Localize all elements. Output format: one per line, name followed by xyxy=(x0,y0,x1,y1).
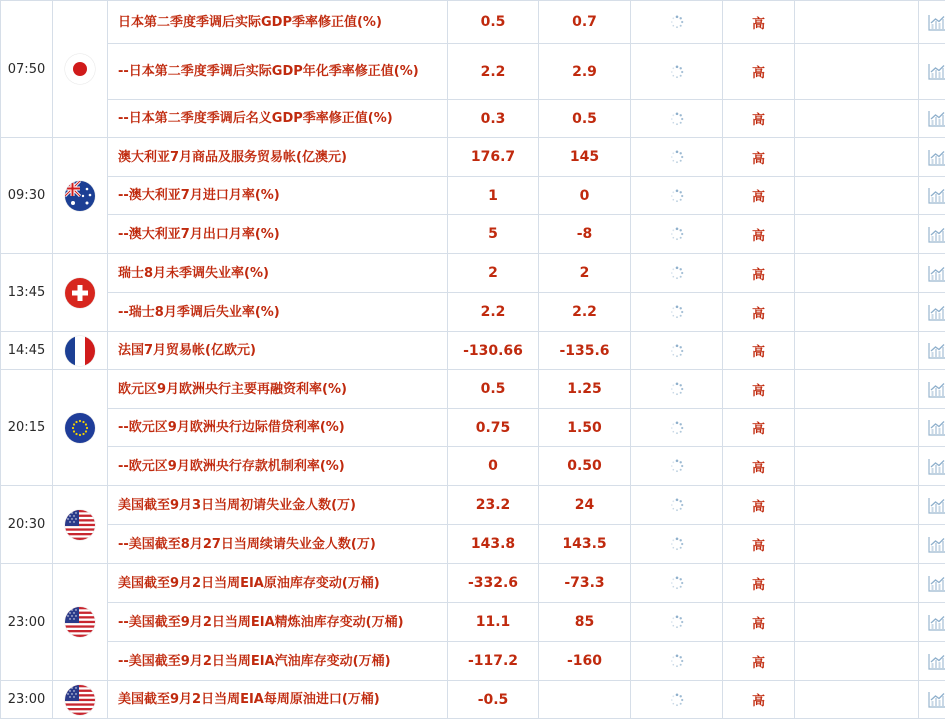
table-row xyxy=(1,486,945,525)
event-time: 13:45 xyxy=(1,254,53,332)
france-flag-icon xyxy=(65,336,95,366)
loading-spinner-icon xyxy=(670,615,684,629)
forecast-value: 0.7 xyxy=(539,1,631,44)
indicator-name[interactable]: 瑞士8月未季调失业率(%) xyxy=(108,254,448,293)
forecast-value: 145 xyxy=(539,138,631,177)
loading-spinner-icon xyxy=(670,15,684,29)
actual-value xyxy=(631,409,723,447)
indicator-name[interactable]: --欧元区9月欧洲央行边际借贷利率(%) xyxy=(108,409,448,447)
indicator-name[interactable]: 法国7月贸易帐(亿欧元) xyxy=(108,332,448,370)
table-row xyxy=(1,177,945,215)
forecast-value: 2.9 xyxy=(539,44,631,100)
indicator-name[interactable]: --澳大利亚7月出口月率(%) xyxy=(108,215,448,254)
table-row xyxy=(1,409,945,447)
bar-chart-icon[interactable] xyxy=(928,497,945,514)
importance-level: 高 xyxy=(723,138,795,177)
importance-level: 高 xyxy=(723,293,795,332)
country-flag xyxy=(53,332,108,370)
importance-level: 高 xyxy=(723,409,795,447)
loading-spinner-icon xyxy=(670,459,684,473)
interpretation-cell xyxy=(795,215,919,254)
chart-link[interactable] xyxy=(919,138,945,177)
country-flag xyxy=(53,1,108,138)
loading-spinner-icon xyxy=(670,305,684,319)
eu-flag-icon xyxy=(65,413,95,443)
country-flag xyxy=(53,254,108,332)
chart-link[interactable] xyxy=(919,525,945,564)
previous-value: 0.75 xyxy=(448,409,539,447)
interpretation-cell xyxy=(795,603,919,642)
event-time: 07:50 xyxy=(1,1,53,138)
interpretation-cell xyxy=(795,681,919,719)
indicator-name[interactable]: --日本第二季度季调后实际GDP年化季率修正值(%) xyxy=(108,44,448,100)
table-row xyxy=(1,138,945,177)
indicator-name[interactable]: --欧元区9月欧洲央行存款机制利率(%) xyxy=(108,447,448,486)
loading-spinner-icon xyxy=(670,65,684,79)
interpretation-cell xyxy=(795,447,919,486)
chart-link[interactable] xyxy=(919,215,945,254)
forecast-value: 0.5 xyxy=(539,100,631,138)
indicator-name[interactable]: --美国截至9月2日当周EIA精炼油库存变动(万桶) xyxy=(108,603,448,642)
bar-chart-icon[interactable] xyxy=(928,653,945,670)
actual-value xyxy=(631,603,723,642)
chart-link[interactable] xyxy=(919,332,945,370)
loading-spinner-icon xyxy=(670,382,684,396)
actual-value xyxy=(631,332,723,370)
indicator-name[interactable]: 美国截至9月2日当周EIA原油库存变动(万桶) xyxy=(108,564,448,603)
forecast-value: 0.50 xyxy=(539,447,631,486)
previous-value: 1 xyxy=(448,177,539,215)
event-time: 09:30 xyxy=(1,138,53,254)
previous-value: 2 xyxy=(448,254,539,293)
forecast-value: -8 xyxy=(539,215,631,254)
chart-link[interactable] xyxy=(919,603,945,642)
bar-chart-icon[interactable] xyxy=(928,226,945,243)
loading-spinner-icon xyxy=(670,421,684,435)
interpretation-cell xyxy=(795,525,919,564)
actual-value xyxy=(631,177,723,215)
importance-level: 高 xyxy=(723,177,795,215)
indicator-name[interactable]: 美国截至9月2日当周EIA每周原油进口(万桶) xyxy=(108,681,448,719)
indicator-name[interactable]: 澳大利亚7月商品及服务贸易帐(亿澳元) xyxy=(108,138,448,177)
interpretation-cell xyxy=(795,1,919,44)
actual-value xyxy=(631,215,723,254)
indicator-name[interactable]: --美国截至8月27日当周续请失业金人数(万) xyxy=(108,525,448,564)
importance-level: 高 xyxy=(723,254,795,293)
table-row xyxy=(1,525,945,564)
actual-value xyxy=(631,44,723,100)
bar-chart-icon[interactable] xyxy=(928,110,945,127)
usa-flag-icon xyxy=(65,685,95,715)
event-time: 23:00 xyxy=(1,681,53,719)
table-row xyxy=(1,603,945,642)
chart-link[interactable] xyxy=(919,100,945,138)
indicator-name[interactable]: --美国截至9月2日当周EIA汽油库存变动(万桶) xyxy=(108,642,448,681)
loading-spinner-icon xyxy=(670,266,684,280)
table-row xyxy=(1,254,945,293)
interpretation-cell xyxy=(795,138,919,177)
loading-spinner-icon xyxy=(670,654,684,668)
previous-value: 0 xyxy=(448,447,539,486)
actual-value xyxy=(631,1,723,44)
forecast-value: -160 xyxy=(539,642,631,681)
interpretation-cell xyxy=(795,44,919,100)
forecast-value: 0 xyxy=(539,177,631,215)
event-time: 14:45 xyxy=(1,332,53,370)
importance-level: 高 xyxy=(723,486,795,525)
forecast-value: 2.2 xyxy=(539,293,631,332)
previous-value: -130.66 xyxy=(448,332,539,370)
table-row xyxy=(1,642,945,681)
bar-chart-icon[interactable] xyxy=(928,149,945,166)
country-flag xyxy=(53,564,108,681)
loading-spinner-icon xyxy=(670,537,684,551)
previous-value: 0.5 xyxy=(448,370,539,409)
interpretation-cell xyxy=(795,370,919,409)
chart-link[interactable] xyxy=(919,409,945,447)
actual-value xyxy=(631,138,723,177)
chart-link[interactable] xyxy=(919,44,945,100)
actual-value xyxy=(631,525,723,564)
loading-spinner-icon xyxy=(670,576,684,590)
importance-level: 高 xyxy=(723,642,795,681)
country-flag xyxy=(53,138,108,254)
chart-link[interactable] xyxy=(919,370,945,409)
interpretation-cell xyxy=(795,486,919,525)
forecast-value: -135.6 xyxy=(539,332,631,370)
interpretation-cell xyxy=(795,100,919,138)
previous-value: -0.5 xyxy=(448,681,539,719)
interpretation-cell xyxy=(795,293,919,332)
importance-level: 高 xyxy=(723,564,795,603)
previous-value: 23.2 xyxy=(448,486,539,525)
loading-spinner-icon xyxy=(670,189,684,203)
bar-chart-icon[interactable] xyxy=(928,691,945,708)
table-row xyxy=(1,370,945,409)
previous-value: 176.7 xyxy=(448,138,539,177)
actual-value xyxy=(631,100,723,138)
bar-chart-icon[interactable] xyxy=(928,304,945,321)
interpretation-cell xyxy=(795,332,919,370)
importance-level: 高 xyxy=(723,332,795,370)
previous-value: -117.2 xyxy=(448,642,539,681)
event-time: 20:30 xyxy=(1,486,53,564)
forecast-value: 1.25 xyxy=(539,370,631,409)
bar-chart-icon[interactable] xyxy=(928,575,945,592)
chart-link[interactable] xyxy=(919,486,945,525)
loading-spinner-icon xyxy=(670,498,684,512)
switzerland-flag-icon xyxy=(65,278,95,308)
chart-link[interactable] xyxy=(919,564,945,603)
previous-value: 2.2 xyxy=(448,44,539,100)
bar-chart-icon[interactable] xyxy=(928,14,945,31)
table-row xyxy=(1,44,945,100)
importance-level: 高 xyxy=(723,370,795,409)
previous-value: -332.6 xyxy=(448,564,539,603)
loading-spinner-icon xyxy=(670,344,684,358)
table-row xyxy=(1,293,945,332)
chart-link[interactable] xyxy=(919,681,945,719)
table-row xyxy=(1,681,945,719)
importance-level: 高 xyxy=(723,44,795,100)
bar-chart-icon[interactable] xyxy=(928,419,945,436)
indicator-name[interactable]: --澳大利亚7月进口月率(%) xyxy=(108,177,448,215)
table-row xyxy=(1,1,945,44)
actual-value xyxy=(631,254,723,293)
loading-spinner-icon xyxy=(670,227,684,241)
interpretation-cell xyxy=(795,642,919,681)
australia-flag-icon xyxy=(65,181,95,211)
event-time: 23:00 xyxy=(1,564,53,681)
loading-spinner-icon xyxy=(670,150,684,164)
actual-value xyxy=(631,564,723,603)
bar-chart-icon[interactable] xyxy=(928,265,945,282)
bar-chart-icon[interactable] xyxy=(928,381,945,398)
previous-value: 2.2 xyxy=(448,293,539,332)
indicator-name[interactable]: --瑞士8月季调后失业率(%) xyxy=(108,293,448,332)
bar-chart-icon[interactable] xyxy=(928,342,945,359)
actual-value xyxy=(631,370,723,409)
country-flag xyxy=(53,486,108,564)
forecast-value: 24 xyxy=(539,486,631,525)
bar-chart-icon[interactable] xyxy=(928,458,945,475)
importance-level: 高 xyxy=(723,603,795,642)
bar-chart-icon[interactable] xyxy=(928,63,945,80)
loading-spinner-icon xyxy=(670,693,684,707)
forecast-value: -73.3 xyxy=(539,564,631,603)
previous-value: 11.1 xyxy=(448,603,539,642)
importance-level: 高 xyxy=(723,525,795,564)
previous-value: 0.3 xyxy=(448,100,539,138)
table-row xyxy=(1,100,945,138)
event-time: 20:15 xyxy=(1,370,53,486)
importance-level: 高 xyxy=(723,215,795,254)
table-row xyxy=(1,332,945,370)
previous-value: 0.5 xyxy=(448,1,539,44)
chart-link[interactable] xyxy=(919,642,945,681)
actual-value xyxy=(631,293,723,332)
table-row xyxy=(1,447,945,486)
interpretation-cell xyxy=(795,177,919,215)
country-flag xyxy=(53,370,108,486)
actual-value xyxy=(631,681,723,719)
indicator-name[interactable]: 欧元区9月欧洲央行主要再融资利率(%) xyxy=(108,370,448,409)
loading-spinner-icon xyxy=(670,112,684,126)
importance-level: 高 xyxy=(723,447,795,486)
chart-link[interactable] xyxy=(919,1,945,44)
forecast-value: 2 xyxy=(539,254,631,293)
previous-value: 5 xyxy=(448,215,539,254)
bar-chart-icon[interactable] xyxy=(928,536,945,553)
actual-value xyxy=(631,486,723,525)
forecast-value: 1.50 xyxy=(539,409,631,447)
chart-link[interactable] xyxy=(919,293,945,332)
interpretation-cell xyxy=(795,409,919,447)
japan-flag-icon xyxy=(65,54,95,84)
country-flag xyxy=(53,681,108,719)
indicator-name[interactable]: 美国截至9月3日当周初请失业金人数(万) xyxy=(108,486,448,525)
chart-link[interactable] xyxy=(919,447,945,486)
previous-value: 143.8 xyxy=(448,525,539,564)
usa-flag-icon xyxy=(65,510,95,540)
chart-link[interactable] xyxy=(919,177,945,215)
indicator-name[interactable]: 日本第二季度季调后实际GDP季率修正值(%) xyxy=(108,1,448,44)
table-row xyxy=(1,215,945,254)
bar-chart-icon[interactable] xyxy=(928,614,945,631)
interpretation-cell xyxy=(795,254,919,293)
importance-level: 高 xyxy=(723,100,795,138)
interpretation-cell xyxy=(795,564,919,603)
table-row xyxy=(1,564,945,603)
actual-value xyxy=(631,447,723,486)
forecast-value: 85 xyxy=(539,603,631,642)
usa-flag-icon xyxy=(65,607,95,637)
chart-link[interactable] xyxy=(919,254,945,293)
bar-chart-icon[interactable] xyxy=(928,187,945,204)
forecast-value xyxy=(539,681,631,719)
indicator-name[interactable]: --日本第二季度季调后名义GDP季率修正值(%) xyxy=(108,100,448,138)
importance-level: 高 xyxy=(723,681,795,719)
actual-value xyxy=(631,642,723,681)
importance-level: 高 xyxy=(723,1,795,44)
forecast-value: 143.5 xyxy=(539,525,631,564)
